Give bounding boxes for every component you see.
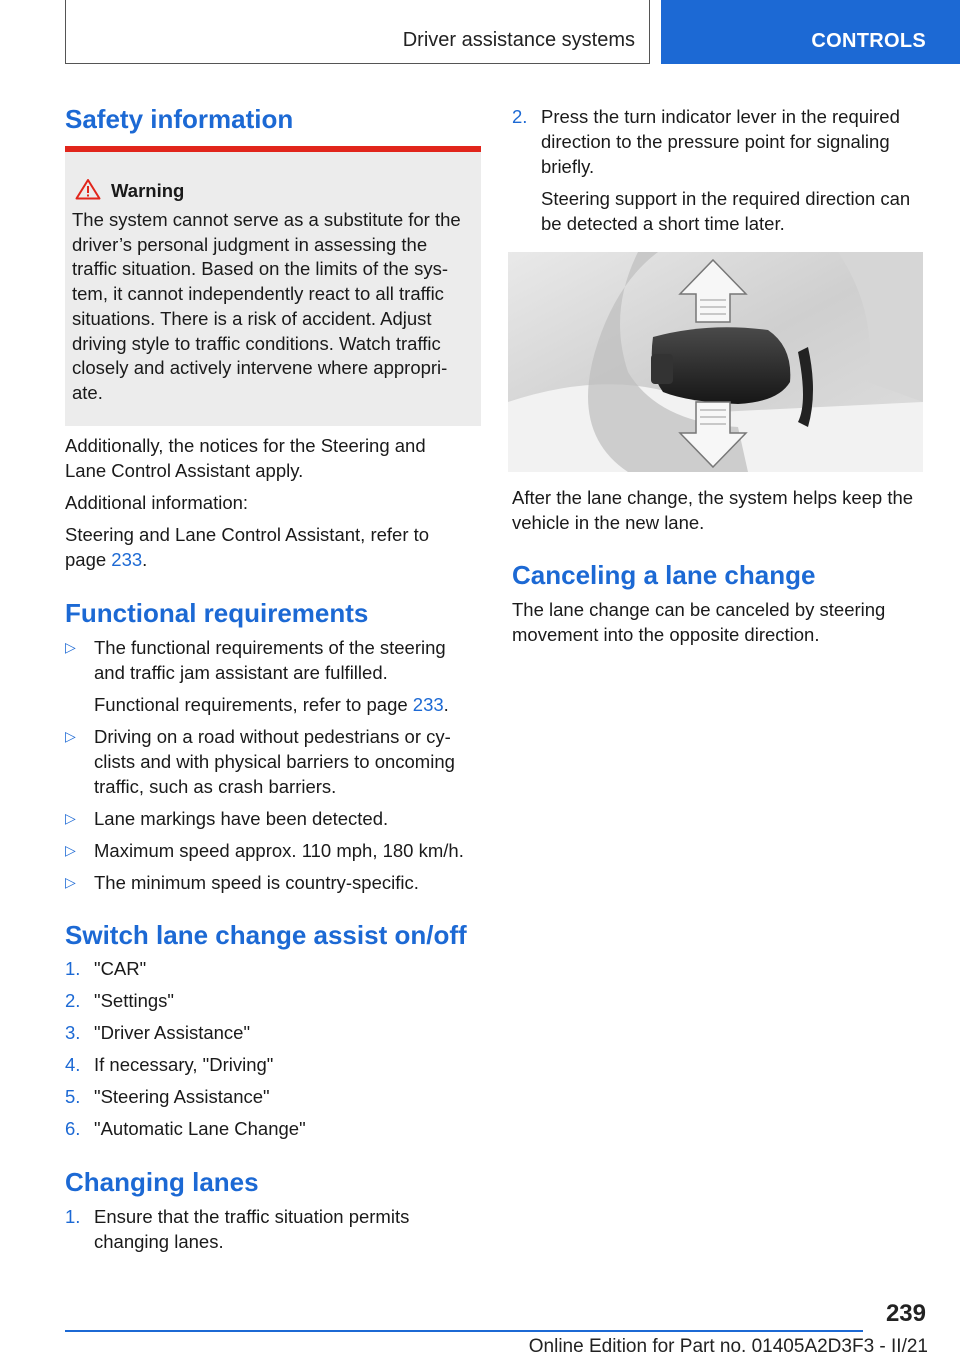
step-text: Press the turn indicator lever in the required: [541, 106, 900, 127]
warning-line: The system cannot serve as a substitute for the: [72, 209, 461, 230]
warning-triangle-icon: [75, 178, 101, 200]
step-number: 2.: [512, 106, 528, 127]
switch-heading: Switch lane change assist on/off: [65, 920, 467, 950]
step-number: 1.: [65, 1206, 81, 1227]
step-text: "Automatic Lane Change": [94, 1118, 306, 1139]
bullet-line: and traffic jam assistant are fulfilled.: [94, 662, 388, 683]
step-text: "Settings": [94, 990, 174, 1011]
bullet-triangle-icon: ▷: [65, 810, 76, 826]
step-number: 6.: [65, 1118, 81, 1139]
chapter-title: CONTROLS: [811, 30, 926, 52]
step-number: 4.: [65, 1054, 81, 1075]
functional-heading: Functional requirements: [65, 598, 369, 628]
bullet-triangle-icon: ▷: [65, 728, 76, 744]
step-note: Steering support in the required direction can: [541, 188, 911, 209]
warning-box: [65, 146, 481, 426]
header-section-box: [65, 0, 650, 64]
additional-info: Additional information:: [65, 492, 249, 513]
safety-heading: Safety information: [65, 104, 294, 134]
step-text: Ensure that the traffic situation permits: [94, 1206, 410, 1227]
notice-line-2: Lane Control Assistant apply.: [65, 460, 304, 481]
footer-divider: [65, 1330, 863, 1332]
turn-indicator-lever-image: [508, 252, 923, 472]
warning-line: situations. There is a risk of accident. Adjust: [72, 307, 432, 329]
bullet-triangle-icon: ▷: [65, 874, 76, 890]
ref-line-2: [65, 547, 147, 572]
step-text: "CAR": [94, 958, 147, 979]
warning-line: ate.: [72, 381, 103, 403]
cancel-heading: Canceling a lane change: [512, 560, 816, 590]
notice-line-1: Additionally, the notices for the Steering and: [65, 435, 426, 456]
warning-line: driving style to traffic conditions. Watch traffic: [72, 332, 441, 354]
changing-heading: Changing lanes: [65, 1167, 259, 1197]
func-ref-prefix: Functional requirements, refer to page: [94, 694, 413, 715]
step-number: 1.: [65, 958, 81, 979]
cancel-line-2: movement into the opposite direction.: [512, 624, 820, 645]
bullet-line: The functional requirements of the steering: [94, 637, 446, 658]
bullet-line: Maximum speed approx. 110 mph, 180 km/h.: [94, 840, 464, 861]
step-text: direction to the pressure point for signaling: [541, 131, 890, 152]
warning-text: [72, 208, 478, 406]
warning-line: driver’s personal judgment in assessing the: [72, 233, 428, 255]
page-link-233[interactable]: 233: [111, 549, 143, 570]
step-text: "Steering Assistance": [94, 1086, 270, 1107]
page-link-233[interactable]: 233: [412, 694, 444, 715]
bullet-line: Driving on a road without pedestrians or cy-: [94, 726, 451, 747]
after-line-2: vehicle in the new lane.: [512, 512, 705, 533]
step-text: briefly.: [541, 156, 595, 177]
warning-line: traffic situation. Based on the limits of the sys-: [72, 258, 448, 280]
warning-line: closely and actively intervene where appropri-: [72, 357, 448, 379]
cancel-line-1: The lane change can be canceled by steering: [512, 599, 886, 620]
bullet-line: The minimum speed is country-specific.: [94, 872, 419, 893]
step-text: changing lanes.: [94, 1231, 224, 1252]
func-ref-suffix: .: [443, 694, 449, 715]
step-number: 2.: [65, 990, 81, 1011]
step-text: "Driver Assistance": [94, 1022, 251, 1043]
bullet-line: traffic, such as crash barriers.: [94, 776, 337, 797]
step-number: 3.: [65, 1022, 81, 1043]
chapter-tab[interactable]: [661, 0, 960, 64]
section-title: Driver assistance systems: [402, 29, 635, 51]
lever-illustration: [508, 252, 923, 472]
step-text: If necessary, "Driving": [94, 1054, 274, 1075]
step-number: 5.: [65, 1086, 81, 1107]
warning-title: Warning: [111, 180, 185, 201]
warning-line: tem, it cannot independently react to all traffic: [72, 283, 444, 305]
ref-suffix: .: [142, 549, 148, 570]
bullet-line: clists and with physical barriers to oncoming: [94, 751, 455, 772]
ref-prefix: page: [65, 549, 112, 570]
page-number: 239: [885, 1300, 926, 1327]
step-note: be detected a short time later.: [541, 213, 785, 234]
func-ref: [94, 692, 481, 717]
bullet-line: Lane markings have been detected.: [94, 808, 389, 829]
after-line-1: After the lane change, the system helps keep the: [512, 487, 914, 508]
ref-line-1: Steering and Lane Control Assistant, refer to: [65, 524, 430, 545]
bullet-triangle-icon: ▷: [65, 639, 76, 655]
bullet-triangle-icon: ▷: [65, 842, 76, 858]
footer-edition: Online Edition for Part no. 01405A2D3F3 - II/21: [528, 1336, 928, 1357]
